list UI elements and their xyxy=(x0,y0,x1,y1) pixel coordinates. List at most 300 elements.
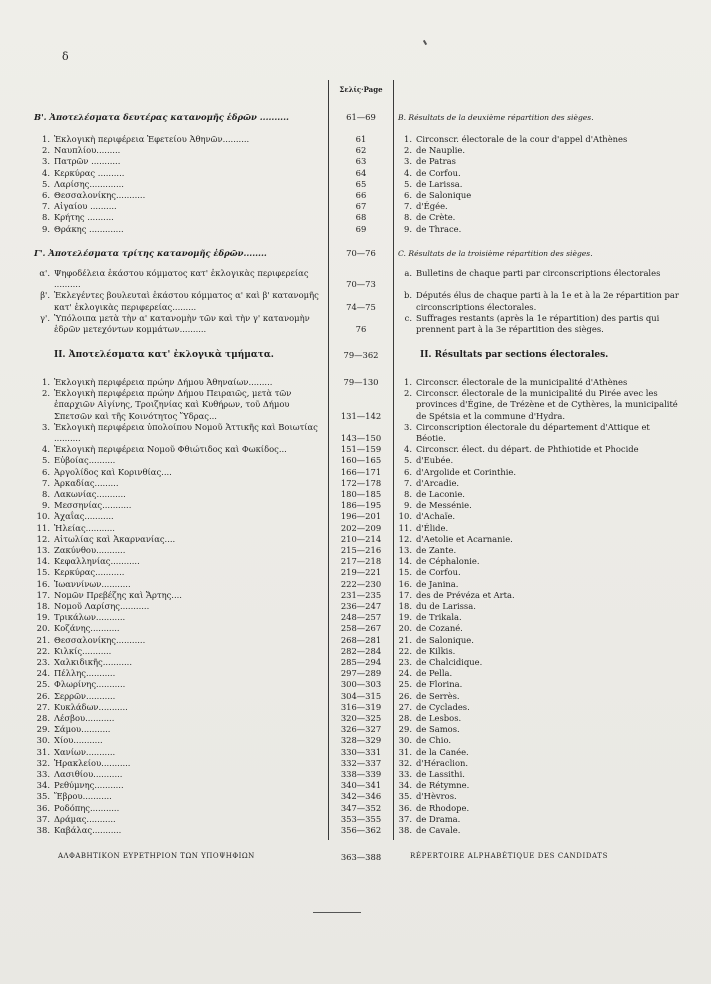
row-text-gr: Φλωρίνης........... xyxy=(54,679,126,690)
row-pages: 304—315 xyxy=(340,690,382,701)
row-number: 23. xyxy=(36,657,50,667)
toc-row-fr xyxy=(398,313,682,335)
toc-row-gr xyxy=(34,691,326,702)
row-number: 6. xyxy=(42,190,50,200)
toc-row-gr xyxy=(34,377,326,388)
row-text-gr: Ναυπλίου......... xyxy=(54,145,121,156)
page-column-header: Σελίς·Page xyxy=(339,85,383,94)
column-rule-left xyxy=(328,80,329,840)
row-number: 1. xyxy=(42,377,50,387)
row-text-fr: de Corfou. xyxy=(416,567,461,578)
toc-row-fr xyxy=(398,825,682,836)
row-text-gr: Ἕβρου........... xyxy=(54,791,112,802)
row-pages: 69 xyxy=(355,223,367,234)
row-text-fr: des de Prévéza et Arta. xyxy=(416,589,515,600)
toc-row-gr xyxy=(34,780,326,791)
row-text-gr: Χίου........... xyxy=(54,735,103,746)
row-text-fr: de Céphalonie. xyxy=(416,556,480,567)
toc-row-gr xyxy=(34,534,326,545)
row-number-fr: 8. xyxy=(404,212,412,223)
row-number-fr: 2. xyxy=(404,388,412,399)
row-number-fr: 18. xyxy=(398,601,412,611)
row-text-fr: Circonscription électorale du département d'Attique et Béotie. xyxy=(416,421,650,443)
row-number-fr: 1. xyxy=(404,134,412,144)
row-number-fr: 4. xyxy=(404,167,412,178)
row-text-gr: Ἡρακλείου........... xyxy=(54,757,131,768)
row-text-gr: Ἀργολίδος καὶ Κορινθίας.... xyxy=(54,466,172,477)
row-pages: 151—159 xyxy=(340,444,382,455)
row-text-gr: Κυκλάδων........... xyxy=(54,701,128,712)
toc-row-gr xyxy=(34,134,326,145)
row-text-fr: Bulletins de chaque parti par circonscriptions électorales xyxy=(416,268,661,278)
row-pages: 62 xyxy=(355,145,367,156)
row-text-fr: d'Achaïe. xyxy=(416,511,456,522)
row-number: 5. xyxy=(42,455,50,466)
row-text-fr: d'Hèvros. xyxy=(416,791,457,802)
row-pages: 316—319 xyxy=(340,701,382,712)
row-text-gr: Εὐβοίας.......... xyxy=(54,455,116,466)
toc-row-fr xyxy=(398,646,682,657)
column-rule-right xyxy=(393,80,394,840)
toc-row-gr xyxy=(34,168,326,179)
row-number: 1. xyxy=(42,134,50,144)
toc-row-gr xyxy=(34,422,326,444)
row-pages: 231—235 xyxy=(340,589,382,600)
row-number-fr: 7. xyxy=(404,477,412,488)
row-text-gr: Ἐκλογικὴ περιφέρεια Νομοῦ Φθιώτιδος καὶ Φωκίδος... xyxy=(54,444,287,455)
row-number: 2. xyxy=(42,388,50,399)
row-pages: 219—221 xyxy=(340,567,382,578)
row-number: γ'. xyxy=(40,312,50,323)
row-text-gr: Κοζάνης........... xyxy=(54,623,120,634)
toc-row-fr xyxy=(398,612,682,623)
row-number: 28. xyxy=(36,713,50,723)
row-pages: 66 xyxy=(355,190,367,200)
toc-row-gr xyxy=(34,145,326,156)
row-text-gr: Ἀχαΐας........... xyxy=(54,511,114,522)
row-pages: 347—352 xyxy=(340,802,382,813)
row-number-fr: 22. xyxy=(398,645,412,656)
row-number-fr: 35. xyxy=(398,791,412,802)
toc-row-fr xyxy=(398,814,682,825)
section-ii-pages: 79—362 xyxy=(343,350,379,360)
toc-row-fr xyxy=(398,268,682,290)
toc-row-fr xyxy=(398,455,682,466)
row-text-gr: Θράκης ............. xyxy=(54,223,124,234)
row-text-gr: Νομοῦ Λαρίσης........... xyxy=(54,601,150,611)
row-pages: 64 xyxy=(355,167,367,178)
toc-row-fr xyxy=(398,478,682,489)
row-text-gr: Καβάλας........... xyxy=(54,825,122,835)
row-pages: 258—267 xyxy=(340,623,382,634)
row-text-fr: de Serrès. xyxy=(416,690,460,701)
row-text-gr: Χανίων........... xyxy=(54,746,116,757)
row-pages: 143—150 xyxy=(340,433,382,443)
section-b-pages: 61—69 xyxy=(346,112,376,122)
row-text-fr: de Zante. xyxy=(416,545,457,555)
row-text-fr: de Samos. xyxy=(416,724,460,735)
section-b-title-fr: B. Résultats de la deuxième répartition des sièges. xyxy=(398,113,594,122)
row-text-fr: de Drama. xyxy=(416,813,461,824)
row-text-fr: de Nauplie. xyxy=(416,145,466,156)
row-pages: 222—230 xyxy=(340,578,382,589)
row-text-gr: Ζακύνθου........... xyxy=(54,545,126,555)
toc-row-fr xyxy=(398,545,682,556)
row-number-fr: 15. xyxy=(398,567,412,578)
toc-row-gr xyxy=(34,612,326,623)
row-pages: 282—284 xyxy=(340,645,382,656)
row-text-gr: Δράμας........... xyxy=(54,813,116,824)
toc-row-gr xyxy=(34,156,326,167)
row-number: 21. xyxy=(36,634,50,645)
row-pages: 76 xyxy=(355,324,367,334)
toc-row-gr xyxy=(34,444,326,455)
row-number-fr: 23. xyxy=(398,657,412,667)
row-text-gr: Νομῶν Πρεβέζης καὶ Ἄρτης.... xyxy=(54,589,182,600)
row-text-fr: d'Eubée. xyxy=(416,455,454,466)
row-number-fr: 4. xyxy=(404,444,412,455)
row-text-fr: de Kilkis. xyxy=(416,645,456,656)
row-text-fr: de Janina. xyxy=(416,578,459,589)
stray-mark xyxy=(423,40,427,45)
row-number: 26. xyxy=(36,690,50,701)
toc-row-gr xyxy=(34,769,326,780)
row-text-fr: d'Égée. xyxy=(416,201,448,212)
row-number-fr: 5. xyxy=(404,455,412,466)
row-text-fr: de Corfou. xyxy=(416,167,461,178)
toc-row-gr xyxy=(34,190,326,201)
row-pages: 297—289 xyxy=(340,668,382,679)
toc-row-fr xyxy=(398,780,682,791)
toc-row-gr xyxy=(34,290,326,312)
row-number-fr: 12. xyxy=(398,533,412,544)
toc-row-gr xyxy=(34,735,326,746)
row-number-fr: b. xyxy=(403,290,412,301)
row-number: 35. xyxy=(36,791,50,802)
row-text-gr: Κρήτης .......... xyxy=(54,212,114,223)
row-pages: 338—339 xyxy=(340,769,382,779)
row-text-gr: Πέλλης........... xyxy=(54,668,116,679)
row-pages: 340—341 xyxy=(340,780,382,791)
row-text-gr: Ροδόπης........... xyxy=(54,802,120,813)
row-number-fr: 30. xyxy=(398,735,412,746)
row-text-fr: de Lesbos. xyxy=(416,713,462,723)
row-text-fr: de Messénie. xyxy=(416,500,472,511)
row-pages: 172—178 xyxy=(340,477,382,488)
row-number-fr: 1. xyxy=(404,377,412,387)
row-text-fr: de Chio. xyxy=(416,735,452,746)
toc-row-gr xyxy=(34,702,326,713)
row-number-fr: 7. xyxy=(404,201,412,212)
row-number-fr: 14. xyxy=(398,556,412,567)
row-number: 8. xyxy=(42,489,50,499)
toc-row-fr xyxy=(398,145,682,156)
row-number: 6. xyxy=(42,466,50,477)
row-number: 37. xyxy=(36,813,50,824)
section-g-title-gr: Γ'. Ἀποτελέσματα τρίτης κατανομῆς ἑδρῶν........ xyxy=(34,248,267,258)
toc-row-gr xyxy=(34,724,326,735)
row-text-gr: Ἐκλογικὴ περιφέρεια Ἐφετείου Ἀθηνῶν.......... xyxy=(54,134,250,144)
row-number-fr: 5. xyxy=(404,178,412,189)
row-pages: 330—331 xyxy=(340,746,382,757)
row-number: 25. xyxy=(36,679,50,690)
row-number: 22. xyxy=(36,645,50,656)
toc-row-gr xyxy=(34,679,326,690)
row-text-gr: Ἐκλογικὴ περιφέρεια ὑπολοίπου Νομοῦ Ἀττικῆς καὶ Βοιωτίας .......... xyxy=(54,421,318,443)
row-text-gr: Ἠλείας........... xyxy=(54,522,115,533)
row-number: 24. xyxy=(36,668,50,679)
row-number-fr: 33. xyxy=(398,769,412,779)
toc-row-gr xyxy=(34,713,326,724)
row-number-fr: 38. xyxy=(398,825,412,835)
row-text-fr: Circonscr. électorale de la municipalité du Pirée avec les provinces d'Égine, de Trézène et de Cythères, la municipalité de Spétsia et la commune d'Hydra. xyxy=(416,388,678,421)
row-number: 2. xyxy=(42,145,50,156)
row-number-fr: 37. xyxy=(398,813,412,824)
row-text-fr: de Rétymne. xyxy=(416,780,470,791)
toc-row-gr xyxy=(34,511,326,522)
toc-row-gr xyxy=(34,179,326,190)
toc-row-gr xyxy=(34,657,326,668)
row-text-fr: de Rhodope. xyxy=(416,802,470,813)
row-number: 33. xyxy=(36,769,50,779)
toc-row-gr xyxy=(34,814,326,825)
row-pages: 180—185 xyxy=(340,489,382,499)
row-text-gr: Αἰτωλίας καὶ Ἀκαρνανίας.... xyxy=(54,533,176,544)
toc-row-fr xyxy=(398,567,682,578)
toc-row-fr xyxy=(398,735,682,746)
row-pages: 320—325 xyxy=(340,713,382,723)
row-number: 9. xyxy=(42,500,50,511)
row-number-fr: 6. xyxy=(404,466,412,477)
row-text-fr: Circonscr. électorale de la cour d'appel d'Athènes xyxy=(416,134,628,144)
toc-row-gr xyxy=(34,791,326,802)
row-text-fr: de Pella. xyxy=(416,668,453,679)
row-text-gr: Αἰγαίου .......... xyxy=(54,201,117,212)
row-text-gr: Ὑπόλοιπα μετὰ τὴν α' κατανομὴν τῶν καὶ τὴν γ' κατανομὴν ἑδρῶν μετεχόντων κομμάτων.......... xyxy=(54,312,310,334)
row-number-fr: 9. xyxy=(404,223,412,234)
toc-row-gr xyxy=(34,478,326,489)
row-number-fr: 29. xyxy=(398,724,412,735)
row-text-gr: Κερκύρας .......... xyxy=(54,167,125,178)
toc-row-fr xyxy=(398,212,682,223)
row-pages: 61 xyxy=(355,134,367,144)
row-pages: 332—337 xyxy=(340,757,382,768)
toc-row-fr xyxy=(398,224,682,235)
row-number-fr: 3. xyxy=(404,421,412,432)
row-number: 27. xyxy=(36,701,50,712)
toc-row-fr xyxy=(398,601,682,612)
row-text-fr: d'Arcadie. xyxy=(416,477,460,488)
row-number: 9. xyxy=(42,223,50,234)
row-text-fr: du de Larissa. xyxy=(416,601,476,611)
row-number: 11. xyxy=(36,522,50,533)
toc-row-fr xyxy=(398,156,682,167)
toc-row-gr xyxy=(34,545,326,556)
toc-row-fr xyxy=(398,523,682,534)
row-text-gr: Ρεθύμνης........... xyxy=(54,780,124,791)
row-pages: 215—216 xyxy=(340,545,382,555)
toc-row-fr xyxy=(398,534,682,545)
row-number: 4. xyxy=(42,444,50,455)
row-number: 32. xyxy=(36,757,50,768)
row-number-fr: 36. xyxy=(398,802,412,813)
row-number: 14. xyxy=(36,556,50,567)
toc-row-fr xyxy=(398,635,682,646)
row-text-gr: Κερκύρας........... xyxy=(54,567,125,578)
row-number-fr: 31. xyxy=(398,746,412,757)
toc-row-gr xyxy=(34,825,326,836)
row-text-gr: Λακωνίας........... xyxy=(54,489,126,499)
toc-row-fr xyxy=(398,467,682,478)
row-number: 8. xyxy=(42,212,50,223)
row-number: 19. xyxy=(36,612,50,623)
row-number: 12. xyxy=(36,533,50,544)
row-number: 34. xyxy=(36,780,50,791)
toc-row-gr xyxy=(34,635,326,646)
row-number-fr: 10. xyxy=(398,511,412,522)
toc-row-fr xyxy=(398,747,682,758)
bottom-rule xyxy=(313,912,361,913)
index-title-gr: ΑΛΦΑΒΗΤΙΚΟΝ ΕΥΡΕΤΗΡΙΟΝ ΤΩΝ ΥΠΟΨΗΦΙΩΝ xyxy=(58,852,255,860)
row-number: 18. xyxy=(36,601,50,611)
row-number-fr: 8. xyxy=(404,489,412,499)
toc-row-gr xyxy=(34,201,326,212)
section-ii-title-fr: II. Résultats par sections électorales. xyxy=(420,350,609,360)
toc-row-gr xyxy=(34,747,326,758)
row-number: β'. xyxy=(40,290,50,301)
toc-row-fr xyxy=(398,623,682,634)
toc-row-gr xyxy=(34,556,326,567)
row-pages: 67 xyxy=(355,201,367,212)
row-text-fr: d'Argolide et Corinthie. xyxy=(416,466,517,477)
row-number: 15. xyxy=(36,567,50,578)
row-number-fr: 26. xyxy=(398,690,412,701)
toc-row-fr xyxy=(398,290,682,312)
row-number-fr: 25. xyxy=(398,679,412,690)
toc-row-gr xyxy=(34,579,326,590)
row-number: 10. xyxy=(36,511,50,522)
row-text-gr: Ἀρκαδίας......... xyxy=(54,477,119,488)
toc-row-gr xyxy=(34,268,326,290)
row-text-fr: d'Héraclion. xyxy=(416,757,469,768)
toc-row-gr xyxy=(34,489,326,500)
toc-row-fr xyxy=(398,713,682,724)
row-number-fr: c. xyxy=(404,312,412,323)
row-number: 16. xyxy=(36,578,50,589)
row-pages: 202—209 xyxy=(340,522,382,533)
toc-row-gr xyxy=(34,803,326,814)
toc-row-gr xyxy=(34,646,326,657)
row-pages: 300—303 xyxy=(340,679,382,690)
row-text-gr: Θεσσαλονίκης........... xyxy=(54,190,146,200)
row-pages: 236—247 xyxy=(340,601,382,611)
toc-row-fr xyxy=(398,590,682,601)
row-pages: 342—346 xyxy=(340,791,382,802)
row-pages: 196—201 xyxy=(340,511,382,522)
row-pages: 79—130 xyxy=(343,377,379,387)
row-pages: 186—195 xyxy=(340,500,382,511)
toc-row-fr xyxy=(398,769,682,780)
row-text-gr: Θεσσαλονίκης........... xyxy=(54,634,146,645)
index-pages: 363—388 xyxy=(340,852,382,862)
section-g-pages: 70—76 xyxy=(346,248,376,258)
toc-row-gr xyxy=(34,313,326,335)
toc-row-fr xyxy=(398,489,682,500)
row-text-fr: Députés élus de chaque parti à la 1e et à la 2e répartition par circonscriptions électorales. xyxy=(416,290,679,312)
row-text-gr: Κιλκίς........... xyxy=(54,645,112,656)
row-text-gr: Πατρῶν ........... xyxy=(54,156,121,167)
row-pages: 248—257 xyxy=(340,612,382,623)
row-number: 13. xyxy=(36,545,50,555)
toc-row-fr xyxy=(398,702,682,713)
row-text-fr: de Cavale. xyxy=(416,825,461,835)
row-number: 7. xyxy=(42,201,50,212)
row-pages: 166—171 xyxy=(340,466,382,477)
toc-row-fr xyxy=(398,556,682,567)
row-text-fr: de Larissa. xyxy=(416,178,463,189)
toc-row-gr xyxy=(34,224,326,235)
row-pages: 63 xyxy=(355,156,367,167)
row-number-fr: 17. xyxy=(398,589,412,600)
row-text-gr: Σερρῶν........... xyxy=(54,690,116,701)
section-b-title-gr: Β'. Ἀποτελέσματα δευτέρας κατανομῆς ἑδρῶν .......... xyxy=(34,112,289,122)
row-pages: 285—294 xyxy=(340,657,382,667)
toc-row-fr xyxy=(398,201,682,212)
row-number-fr: a. xyxy=(404,268,412,278)
row-text-gr: Λέσβου........... xyxy=(54,713,115,723)
row-number: 7. xyxy=(42,477,50,488)
row-text-fr: d'Aetolie et Acarnanie. xyxy=(416,533,513,544)
row-text-fr: de Thrace. xyxy=(416,223,462,234)
row-number: 3. xyxy=(42,421,50,432)
row-number: 31. xyxy=(36,746,50,757)
toc-row-fr xyxy=(398,511,682,522)
row-text-fr: de Salonique. xyxy=(416,634,474,645)
row-pages: 160—165 xyxy=(340,455,382,466)
toc-row-fr xyxy=(398,691,682,702)
row-pages: 217—218 xyxy=(340,556,382,567)
toc-row-fr xyxy=(398,679,682,690)
row-pages: 328—329 xyxy=(340,735,382,746)
toc-row-gr xyxy=(34,467,326,478)
row-text-fr: de Patras xyxy=(416,156,456,167)
row-number: α'. xyxy=(39,268,50,278)
row-number-fr: 11. xyxy=(398,522,412,533)
toc-row-gr xyxy=(34,567,326,578)
row-number: 30. xyxy=(36,735,50,746)
toc-row-fr xyxy=(398,377,682,388)
toc-row-gr xyxy=(34,212,326,223)
row-text-gr: Λαρίσης............. xyxy=(54,178,124,189)
row-number: 17. xyxy=(36,589,50,600)
row-text-gr: Χαλκιδικῆς........... xyxy=(54,657,132,667)
row-text-fr: de Laconie. xyxy=(416,489,465,499)
row-number-fr: 20. xyxy=(398,623,412,634)
row-pages: 74—75 xyxy=(346,301,376,312)
section-ii-title-gr: ΙΙ. Ἀποτελέσματα κατ' ἐκλογικὰ τμήματα. xyxy=(54,350,274,360)
toc-row-gr xyxy=(34,590,326,601)
toc-row-fr xyxy=(398,190,682,201)
toc-row-fr xyxy=(398,444,682,455)
row-text-fr: de Salonique xyxy=(416,190,472,200)
toc-row-gr xyxy=(34,601,326,612)
toc-row-gr xyxy=(34,758,326,769)
row-number: 36. xyxy=(36,802,50,813)
row-text-gr: Ἐκλογικὴ περιφέρεια πρώην Δήμου Ἀθηναίων......... xyxy=(54,377,273,387)
toc-row-fr xyxy=(398,724,682,735)
row-number: 5. xyxy=(42,178,50,189)
row-number-fr: 21. xyxy=(398,634,412,645)
